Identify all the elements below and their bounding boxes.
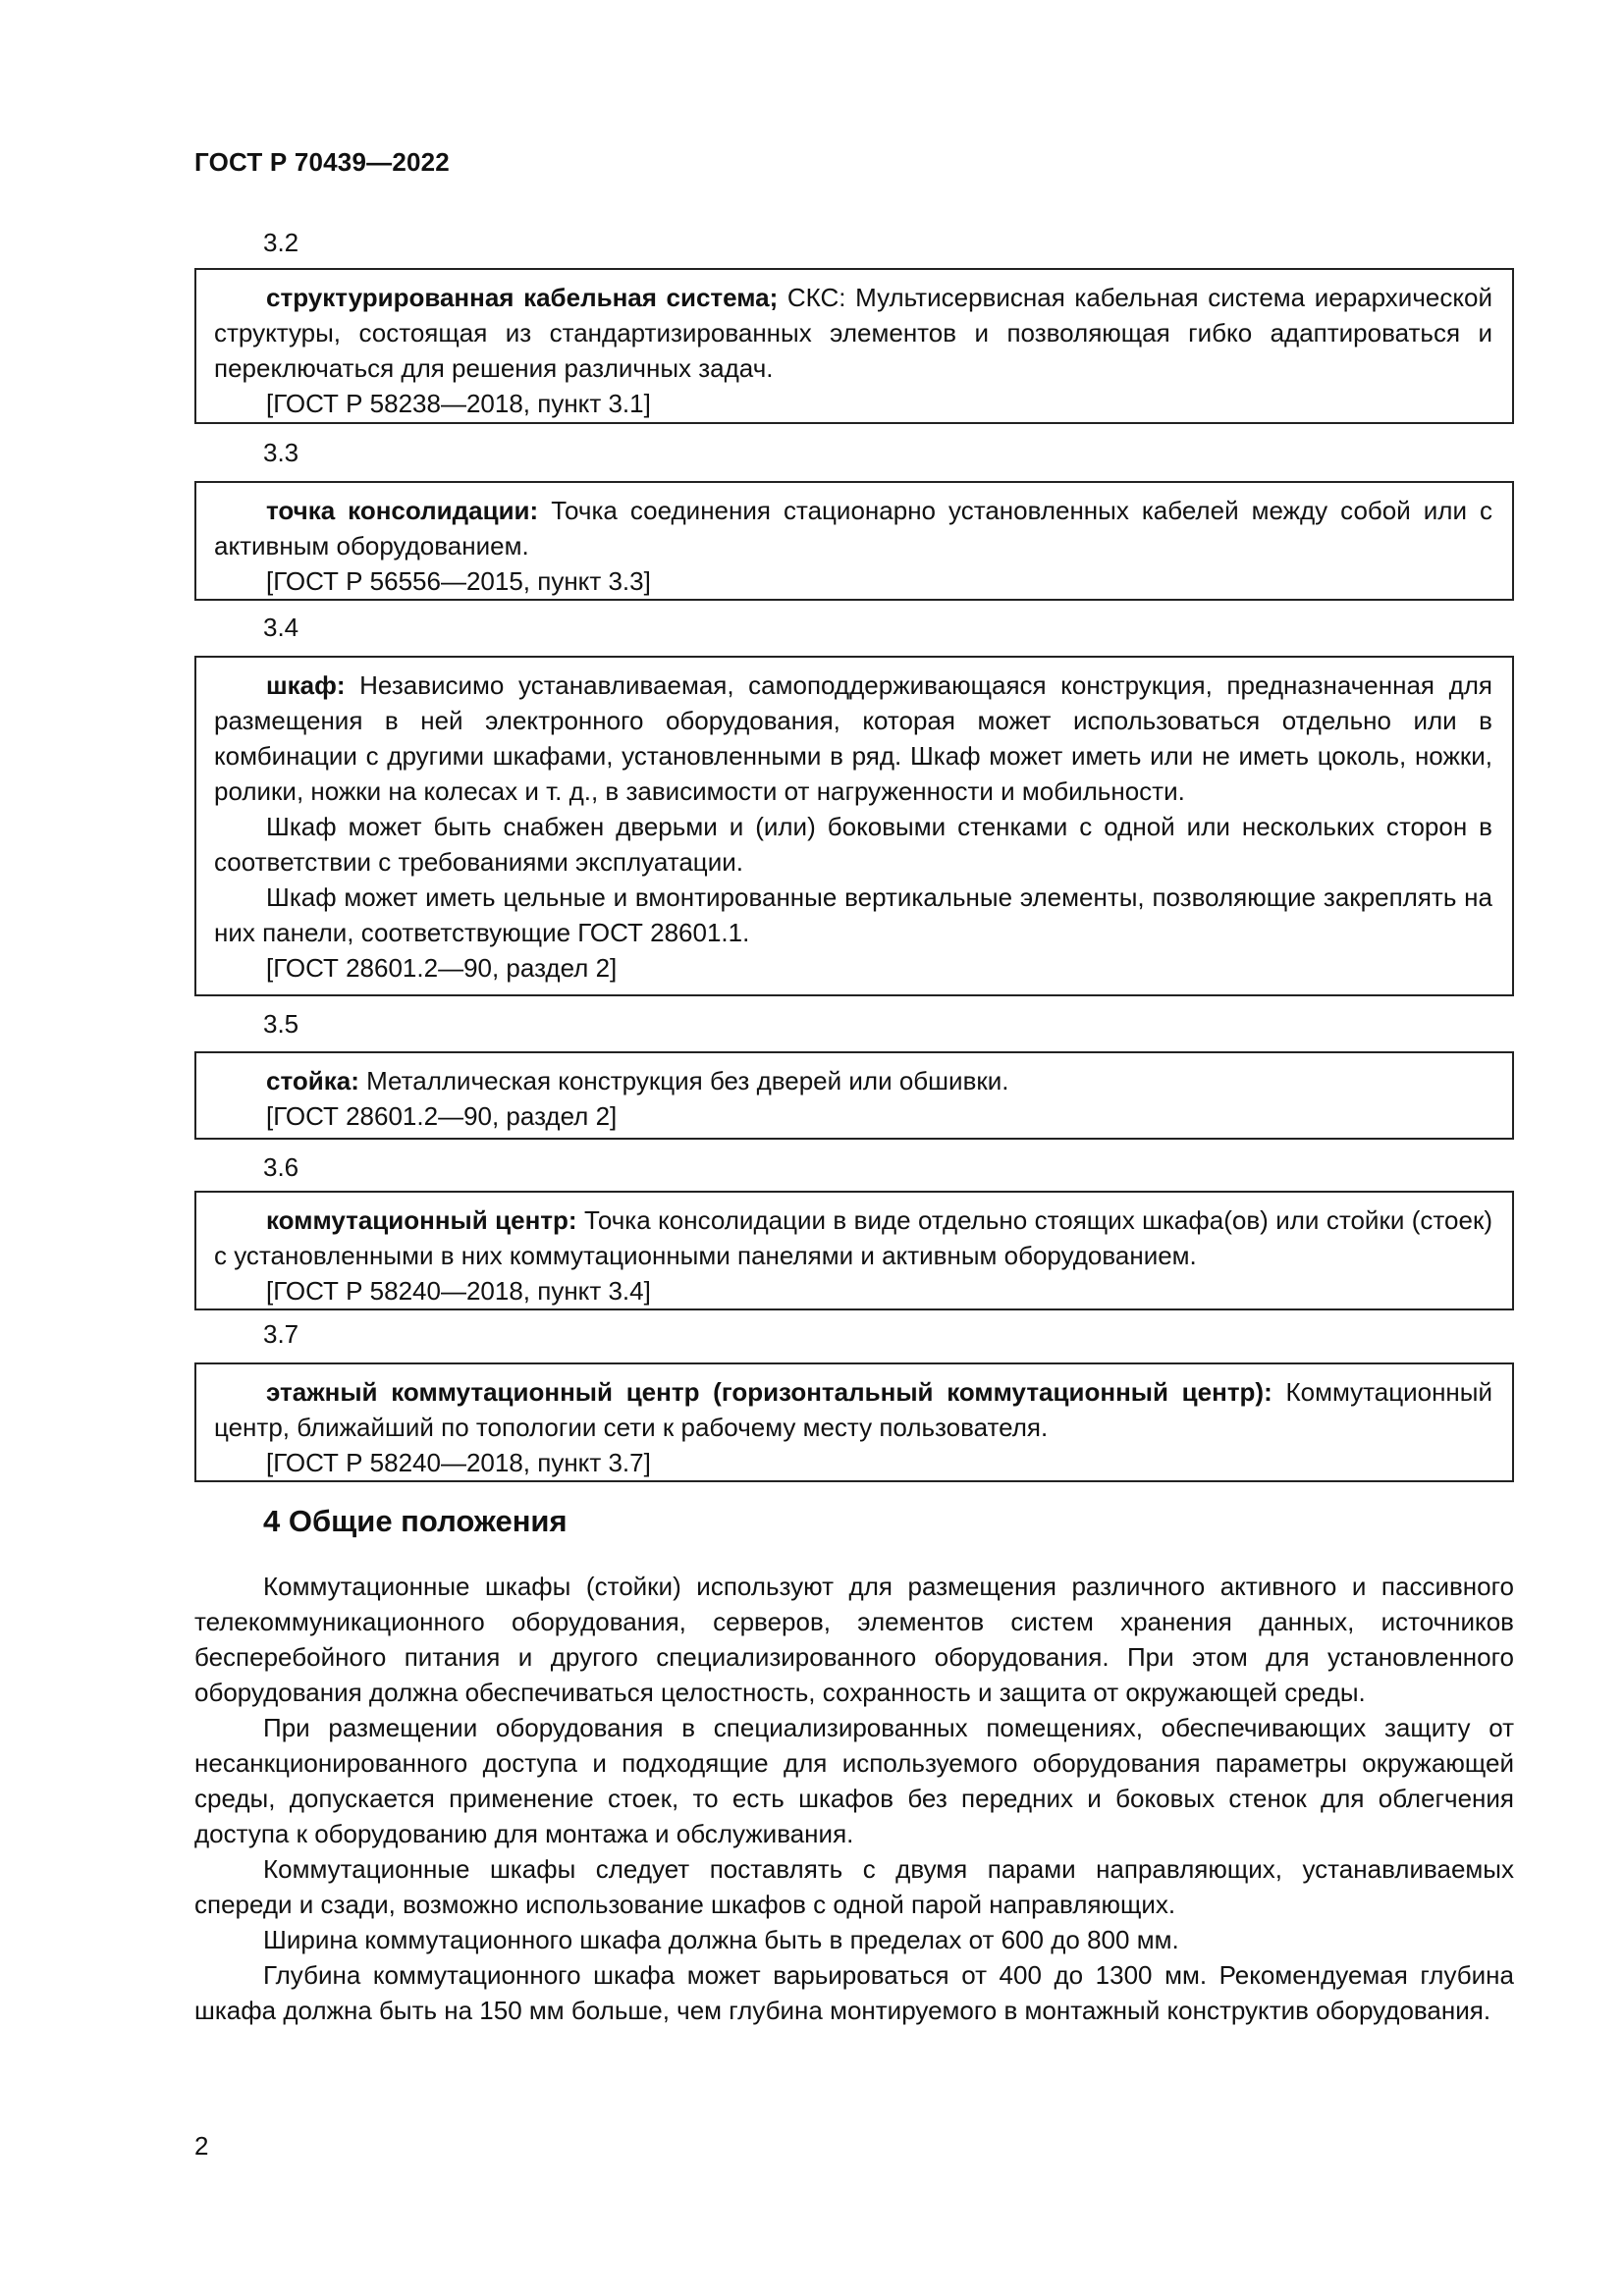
term-number-3-3: 3.3 <box>263 438 299 467</box>
term-box-3-4 <box>194 656 1514 996</box>
section-paragraph: Глубина коммутационного шкафа может варьироваться от 400 до 1300 мм. Рекомендуемая глубина шкафа должна быть на 150 мм больше, чем глубина монтируемого в монтажный конструктив оборудования. <box>194 1960 1514 2025</box>
term-name: этажный коммутационный центр (горизонтальный коммутационный центр): <box>266 1377 1272 1407</box>
term-note: Шкаф может быть снабжен дверьми и (или) боковыми стенками с одной или нескольких сторон в соответствии с требованиями эксплуатации. <box>214 812 1492 877</box>
term-reference: [ГОСТ Р 58240—2018, пункт 3.4] <box>266 1276 651 1306</box>
term-name: структурированная кабельная система; <box>266 283 779 312</box>
term-definition <box>214 1063 1492 1098</box>
term-reference: [ГОСТ 28601.2—90, раздел 2] <box>266 1101 618 1131</box>
term-reference: [ГОСТ Р 56556—2015, пункт 3.3] <box>266 566 651 596</box>
term-definition <box>214 493 1492 563</box>
term-box-3-3 <box>194 481 1514 601</box>
term-number-3-2: 3.2 <box>263 228 299 257</box>
term-box-3-2 <box>194 268 1514 424</box>
section-paragraph: При размещении оборудования в специализированных помещениях, обеспечивающих защиту от несанкционированного доступа и подходящие для используемого оборудования параметры окружающей среды, допускается применение стоек, то есть шкафов без передних и боковых стенок для облегчения доступа к оборудованию для монтажа и обслуживания. <box>194 1713 1514 1848</box>
section-paragraph: Коммутационные шкафы следует поставлять с двумя парами направляющих, устанавливаемых спереди и сзади, возможно использование шкафов с одной парой направляющих. <box>194 1854 1514 1919</box>
term-definition <box>214 1202 1492 1273</box>
definition-text: Металлическая конструкция без дверей или обшивки. <box>358 1066 1009 1095</box>
term-definition <box>214 667 1492 809</box>
term-number-3-5: 3.5 <box>263 1009 299 1039</box>
section-paragraph: Коммутационные шкафы (стойки) используют для размещения различного активного и пассивного телекоммуникационного оборудования, серверов, элементов систем хранения данных, источников бесперебойного питания и другого специализированного оборудования. При этом для установленного оборудования должна обеспечиваться целостность, сохранность и защита от окружающей среды. <box>194 1572 1514 1707</box>
document-header: ГОСТ Р 70439—2022 <box>194 147 450 177</box>
term-name: коммутационный центр: <box>266 1205 577 1235</box>
section-paragraph: Ширина коммутационного шкафа должна быть в пределах от 600 до 800 мм. <box>263 1925 1179 1954</box>
term-reference: [ГОСТ Р 58240—2018, пункт 3.7] <box>266 1448 651 1477</box>
definition-text: Точка консолидации в виде отдельно стоящих шкафа(ов) или стойки (стоек) с установленными в них коммутационными панелями и активным оборудованием. <box>214 1205 1492 1270</box>
term-definition <box>214 280 1492 386</box>
term-note: Шкаф может иметь цельные и вмонтированные вертикальные элементы, позволяющие закреплять на них панели, соответствующие ГОСТ 28601.1. <box>214 882 1492 947</box>
definition-text: СКС: Мультисервисная кабельная система иерархической структуры, состоящая из стандартизированных элементов и позволяющая гибко адаптироваться и переключаться для решения различных задач. <box>214 283 1492 383</box>
term-name: точка консолидации: <box>266 496 539 525</box>
term-box-3-6 <box>194 1191 1514 1310</box>
term-number-3-4: 3.4 <box>263 613 299 642</box>
term-name: стойка: <box>266 1066 359 1095</box>
section-body <box>194 1569 1514 2028</box>
page-number: 2 <box>194 2131 209 2161</box>
section-title: 4 Общие положения <box>263 1504 568 1538</box>
term-reference: [ГОСТ Р 58238—2018, пункт 3.1] <box>266 389 651 418</box>
term-reference: [ГОСТ 28601.2—90, раздел 2] <box>266 953 618 983</box>
definition-text: Независимо устанавливаемая, самоподдерживающаяся конструкция, предназначенная для размещения в ней электронного оборудования, которая может использоваться отдельно или в комбинации с другими шкафами, установленными в ряд. Шкаф может иметь или не иметь цоколь, ножки, ролики, ножки на колесах и т. д., в зависимости от нагруженности и мобильности. <box>214 670 1492 806</box>
definition-text: Коммутационный центр, ближайший по топологии сети к рабочему месту пользователя. <box>214 1377 1492 1442</box>
term-definition <box>214 1374 1492 1445</box>
term-number-3-6: 3.6 <box>263 1152 299 1182</box>
definition-text: Точка соединения стационарно установленных кабелей между собой или с активным оборудованием. <box>214 496 1492 561</box>
term-box-3-5 <box>194 1051 1514 1140</box>
term-box-3-7 <box>194 1362 1514 1482</box>
term-name: шкаф: <box>266 670 346 700</box>
term-number-3-7: 3.7 <box>263 1319 299 1349</box>
